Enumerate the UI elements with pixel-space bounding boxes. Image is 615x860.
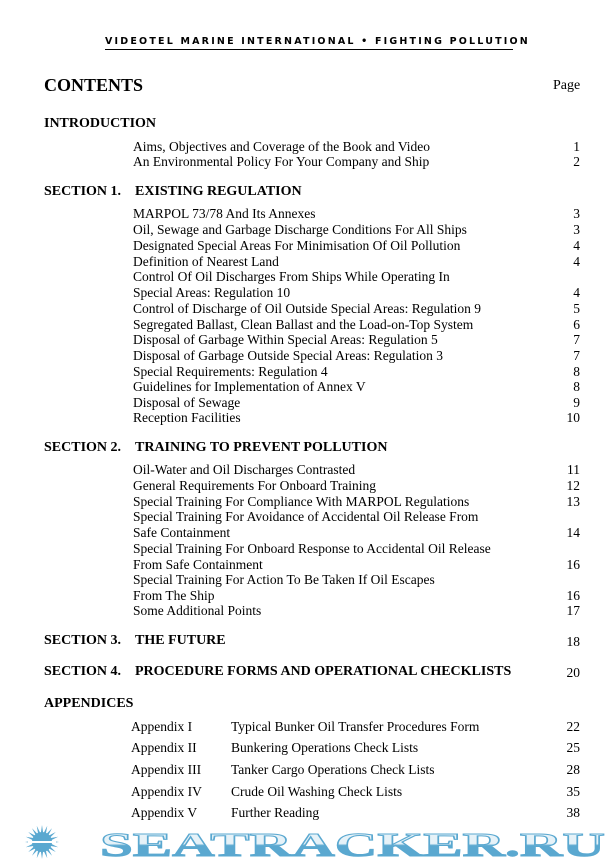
- appendices-heading: APPENDICES: [44, 696, 134, 711]
- appendix-title: Further Reading: [231, 805, 320, 820]
- appendix-page: 25: [566, 740, 580, 755]
- appendix-label: Appendix III: [131, 762, 202, 777]
- appendix-label: Appendix V: [131, 805, 198, 820]
- section-title: TRAINING TO PREVENT POLLUTION: [135, 440, 388, 455]
- sun-ray: [32, 828, 38, 835]
- appendix-page: 28: [566, 762, 580, 777]
- sun-ray: [25, 841, 33, 843]
- section-1-heading: [44, 184, 302, 200]
- toc-entry-page: 13: [566, 494, 580, 509]
- toc-entry-title: General Requirements For Onboard Training: [133, 478, 376, 493]
- sun-ray: [50, 844, 58, 848]
- section-4-page: 20: [566, 665, 580, 680]
- toc-entry-title: An Environmental Policy For Your Company and Ship: [133, 154, 430, 169]
- section-2-heading: [44, 440, 387, 456]
- toc-entry-title: Control Of Oil Discharges From Ships While Operating In: [133, 269, 450, 284]
- toc-entry-title: Special Training For Compliance With MARPOL Regulations: [133, 494, 470, 509]
- toc-entry-title: MARPOL 73/78 And Its Annexes: [133, 206, 316, 221]
- toc-entry-title: Definition of Nearest Land: [133, 254, 279, 269]
- toc-entry-page: 6: [573, 317, 580, 332]
- toc-entry-page: 3: [573, 206, 580, 221]
- sun-ray: [28, 846, 35, 852]
- section-number: SECTION 2.: [44, 440, 122, 455]
- watermark: [0, 824, 615, 860]
- toc-entry-page: 16: [566, 588, 580, 603]
- section-title: PROCEDURE FORMS AND OPERATIONAL CHECKLISTS: [135, 664, 512, 679]
- sun-ray: [51, 841, 59, 843]
- toc-entry-page: 3: [573, 222, 580, 237]
- sun-ray: [37, 826, 41, 834]
- section-3-page: 18: [566, 634, 580, 649]
- section-number: SECTION 4.: [44, 664, 122, 679]
- toc-entry-page: 8: [573, 379, 580, 394]
- toc-entry-page: 10: [566, 410, 580, 425]
- appendix-title: Typical Bunker Oil Transfer Procedures Form: [231, 719, 480, 734]
- toc-entry-title: Segregated Ballast, Clean Ballast and the Load-on-Top System: [133, 317, 474, 332]
- sun-ray: [41, 825, 43, 833]
- appendix-label: Appendix I: [131, 719, 193, 734]
- section-title: THE FUTURE: [135, 633, 226, 648]
- appendix-page: 35: [566, 784, 580, 799]
- toc-entry-page: 16: [566, 557, 580, 572]
- toc-entry-page: 8: [573, 364, 580, 379]
- toc-entry-title: Oil-Water and Oil Discharges Contrasted: [133, 462, 356, 477]
- toc-entry-title: Reception Facilities: [133, 410, 241, 425]
- toc-entry-page: 7: [573, 332, 580, 347]
- toc-entry-title: Control of Discharge of Oil Outside Special Areas: Regulation 9: [133, 301, 482, 316]
- toc-entry-title: Special Training For Onboard Response to Accidental Oil Release: [133, 541, 491, 556]
- toc-entry-title: Disposal of Garbage Outside Special Areas: Regulation 3: [133, 348, 444, 363]
- appendix-title: Bunkering Operations Check Lists: [231, 740, 419, 755]
- appendix-title: Crude Oil Washing Check Lists: [231, 784, 403, 799]
- toc-entry-title: Designated Special Areas For Minimisation Of Oil Pollution: [133, 238, 461, 253]
- appendix-page: 22: [566, 719, 580, 734]
- sun-ray: [32, 849, 38, 856]
- toc-entry-page: 9: [573, 395, 580, 410]
- toc-entry-title: Special Areas: Regulation 10: [133, 285, 291, 300]
- page-title: CONTENTS: [44, 75, 144, 95]
- toc-entry-title: Special Training For Avoidance of Accidental Oil Release From: [133, 509, 479, 524]
- sun-ray: [49, 832, 56, 838]
- section-3-heading: [44, 633, 226, 649]
- toc-entry-page: 5: [573, 301, 580, 316]
- toc-entry-page: 1: [573, 139, 580, 154]
- toc-entry-page: 4: [573, 254, 580, 269]
- toc-entry-title: Disposal of Sewage: [133, 395, 241, 410]
- sun-ray: [41, 851, 43, 859]
- sun-ray: [50, 837, 58, 841]
- appendix-title: Tanker Cargo Operations Check Lists: [231, 762, 435, 777]
- toc-entry-title: From The Ship: [133, 588, 215, 603]
- section-4-heading: [44, 664, 511, 680]
- section-number: SECTION 3.: [44, 633, 122, 648]
- introduction-heading: INTRODUCTION: [44, 116, 157, 131]
- section-number: SECTION 1.: [44, 184, 122, 199]
- sun-ray: [44, 850, 48, 858]
- watermark-text: SEATRACKER.RU: [100, 827, 605, 860]
- appendix-page: 38: [566, 805, 580, 820]
- toc-entry-page: 12: [566, 478, 580, 493]
- sun-ray: [49, 846, 56, 852]
- running-header: VIDEOTEL MARINE INTERNATIONAL • FIGHTING POLLUTION: [105, 36, 513, 50]
- sun-ray: [26, 837, 34, 841]
- toc-entry-title: Guidelines for Implementation of Annex V: [133, 379, 366, 394]
- toc-entry-title: Disposal of Garbage Within Special Areas: Regulation 5: [133, 332, 438, 347]
- toc-entry-page: 4: [573, 285, 580, 300]
- sun-logo-icon: [25, 825, 59, 859]
- toc-entry-page: 2: [573, 154, 580, 169]
- toc-entry-page: 14: [566, 525, 580, 540]
- toc-entry-title: Some Additional Points: [133, 603, 262, 618]
- toc-entry-page: 7: [573, 348, 580, 363]
- sun-ray: [44, 826, 48, 834]
- toc-entry-title: From Safe Containment: [133, 557, 263, 572]
- toc-entry-page: 11: [567, 462, 580, 477]
- sun-ray: [28, 832, 35, 838]
- appendix-label: Appendix IV: [131, 784, 202, 799]
- appendix-label: Appendix II: [131, 740, 197, 755]
- toc-entry-title: Special Training For Action To Be Taken If Oil Escapes: [133, 572, 435, 587]
- toc-entry-page: 17: [566, 603, 580, 618]
- toc-entry-title: Special Requirements: Regulation 4: [133, 364, 328, 379]
- toc-entry-title: Aims, Objectives and Coverage of the Book and Video: [133, 139, 430, 154]
- sun-ray: [37, 850, 41, 858]
- sun-ray: [46, 828, 52, 835]
- section-title: EXISTING REGULATION: [135, 184, 302, 199]
- toc-entry-page: 4: [573, 238, 580, 253]
- page-column-label: Page: [553, 78, 581, 93]
- sun-ray: [26, 844, 34, 848]
- sun-ray: [46, 849, 52, 856]
- toc-entry-title: Safe Containment: [133, 525, 231, 540]
- toc-entry-title: Oil, Sewage and Garbage Discharge Conditions For All Ships: [133, 222, 467, 237]
